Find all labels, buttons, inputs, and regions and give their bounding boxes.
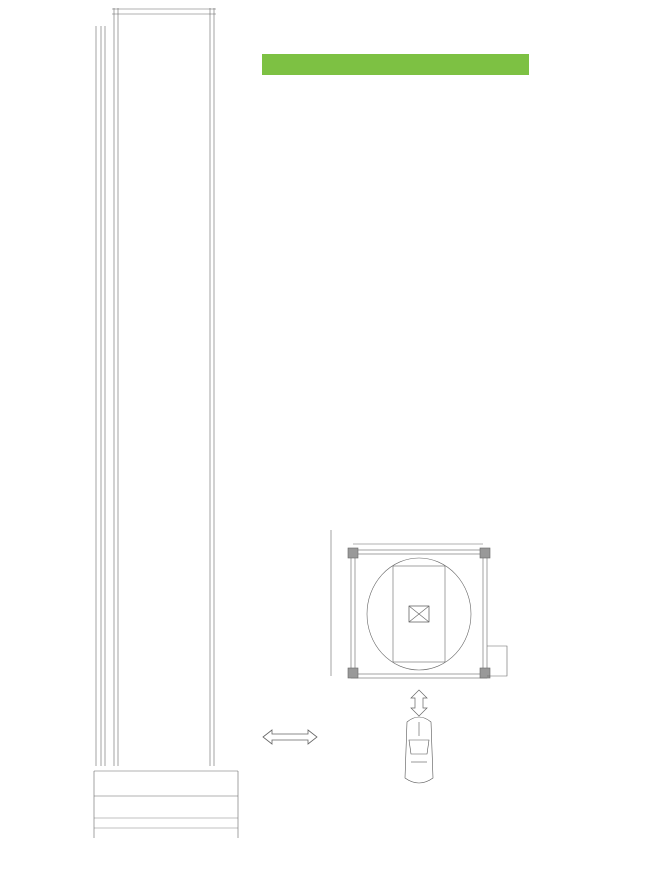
tower-elevation-drawing [88,6,248,841]
double-arrow-icon [262,728,318,746]
spec-table [262,54,529,144]
plan-view-drawing [323,526,523,801]
car-top-view-icon [405,717,433,783]
vertical-double-arrow-icon [411,690,427,716]
spec-table-title [262,54,529,75]
